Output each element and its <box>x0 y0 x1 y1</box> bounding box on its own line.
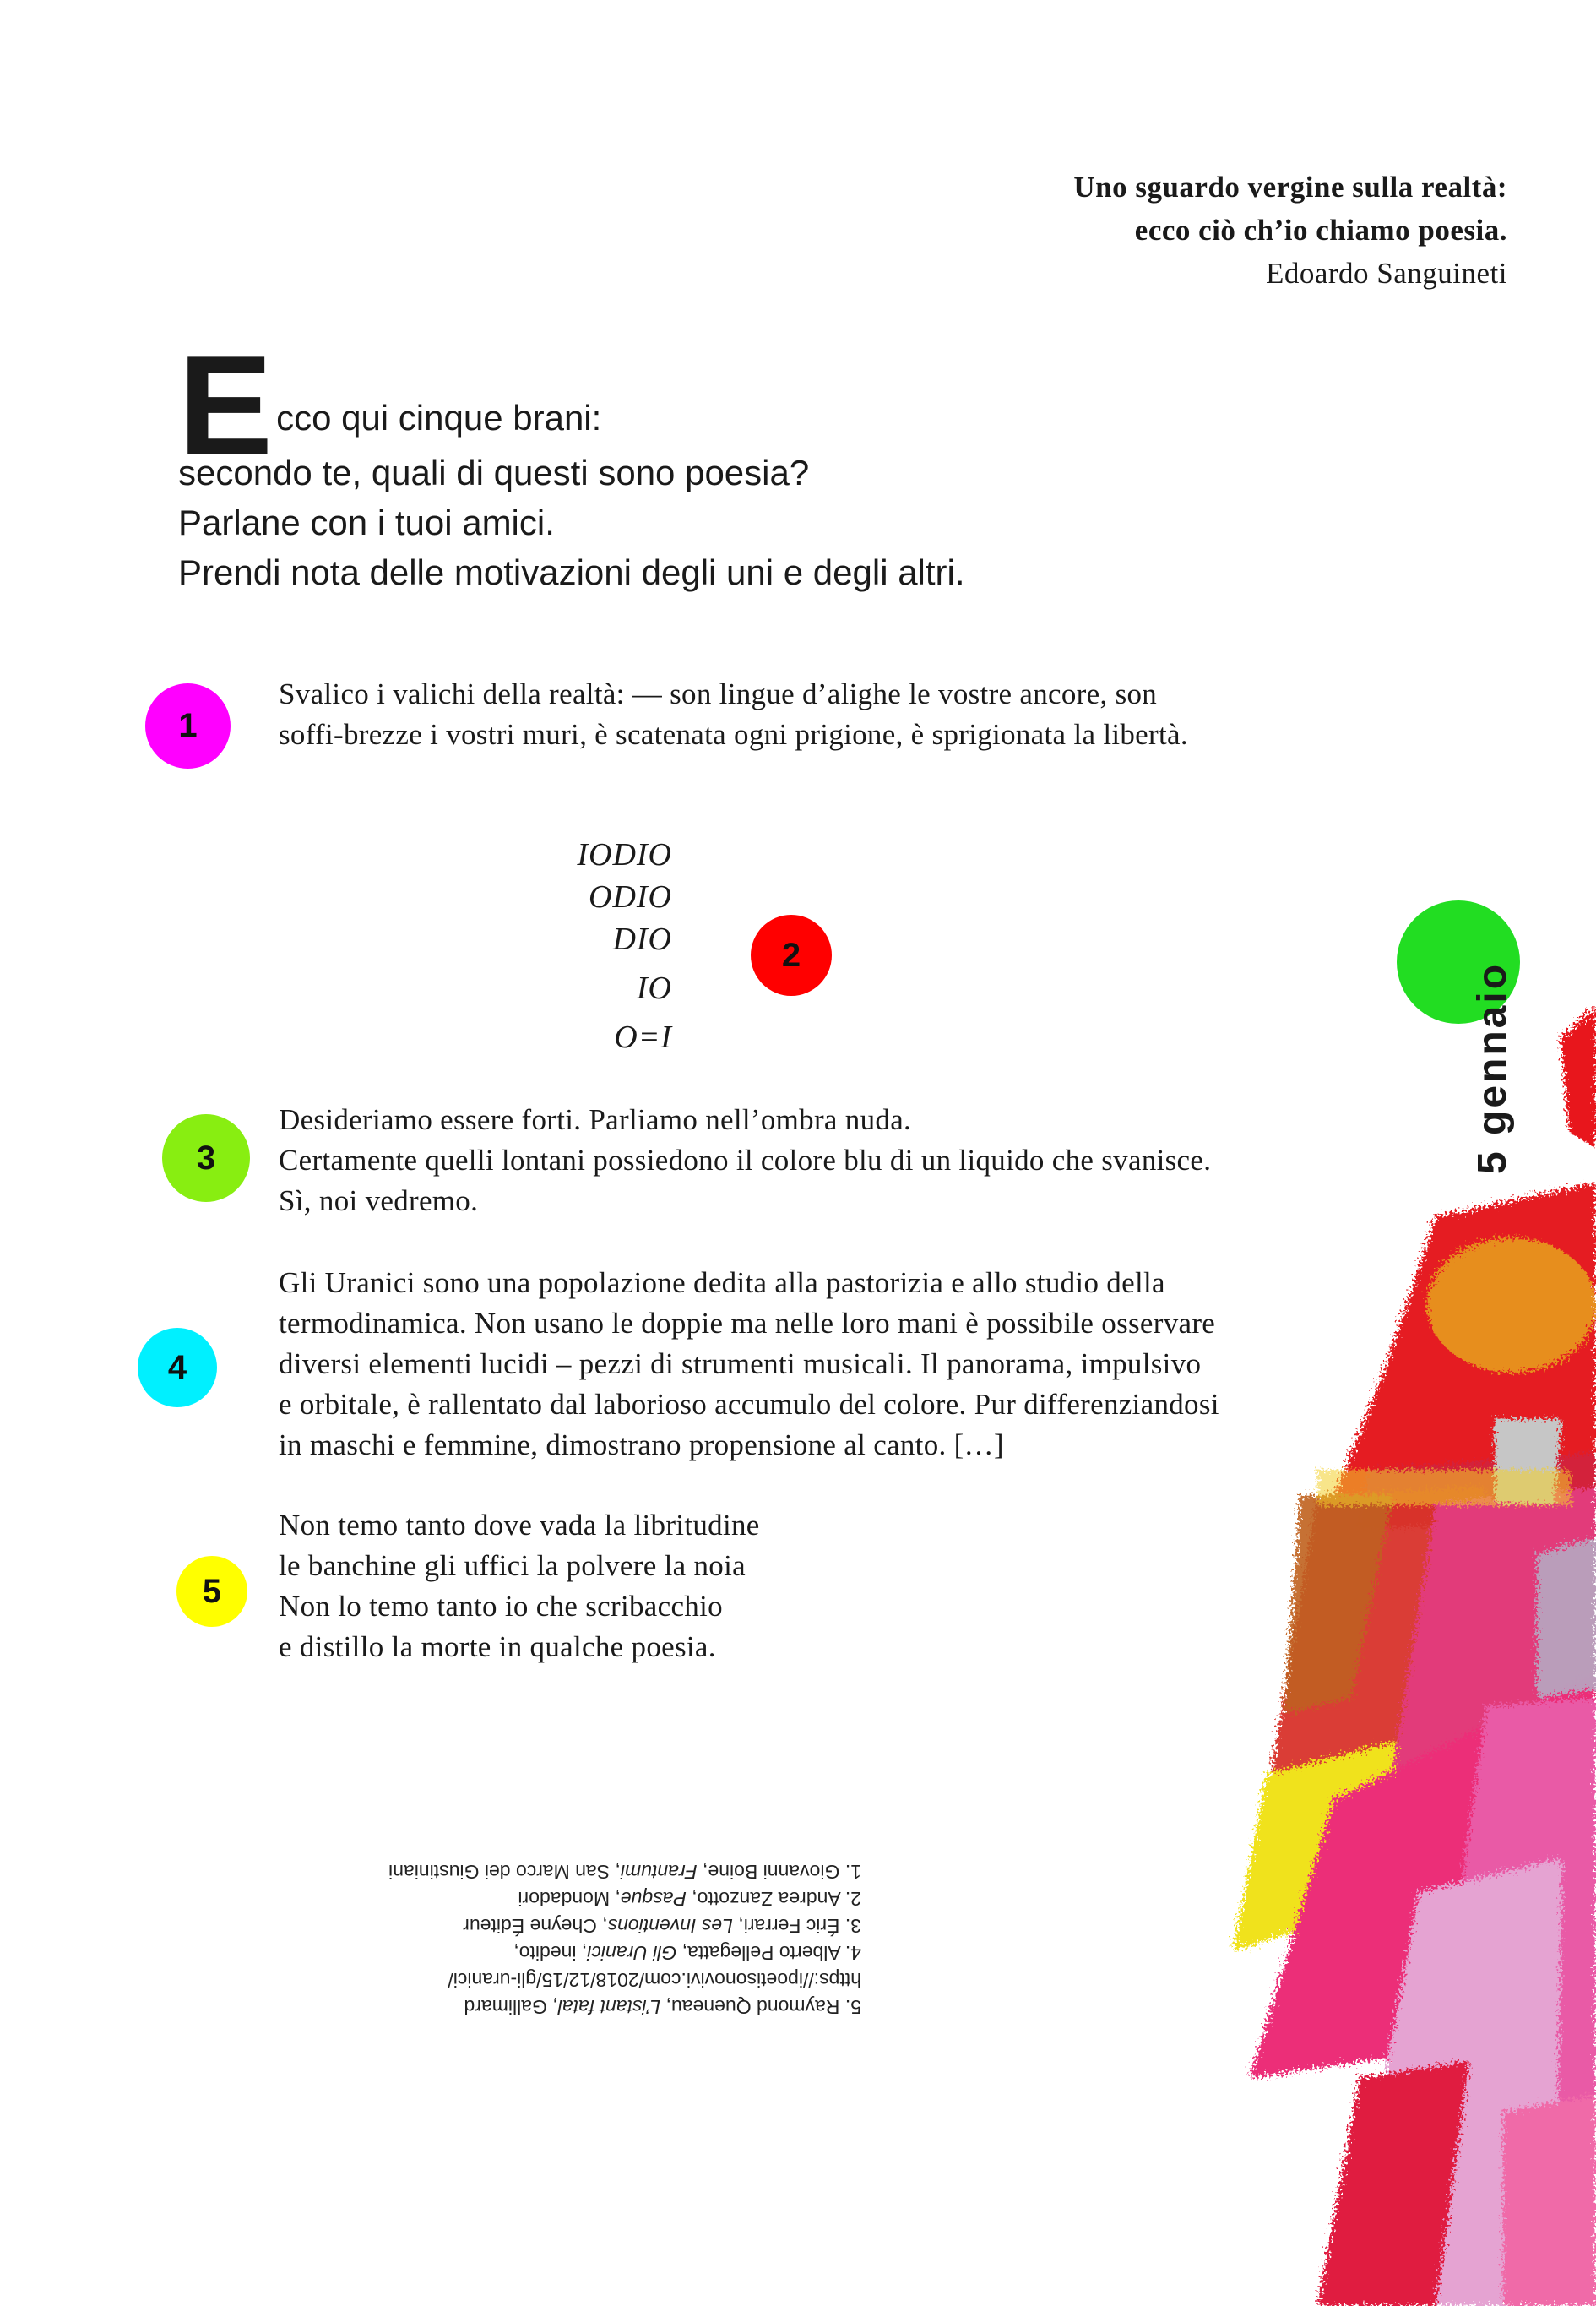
source-4: 4. Alberto Pellegatta, Gli Uranici, inedito, <box>513 1942 861 1964</box>
excerpt-5-number-badge: 5 <box>176 1556 247 1627</box>
intro-line-3: Parlane con i tuoi amici. <box>178 503 555 542</box>
excerpt-5-line-3: Non lo temo tanto io che scribacchio <box>279 1590 723 1623</box>
excerpt-2-line-5: O=I <box>614 1020 672 1055</box>
excerpt-3-line-1: Desideriamo essere forti. Parliamo nell’ombra nuda. <box>279 1103 912 1136</box>
source-5: 5. Raymond Queneau, L’istant fatal, Gallimard <box>464 1996 861 2018</box>
excerpt-4-line-4: e orbitale, è rallentato dal laborioso accumulo del colore. Pur differenziandosi <box>279 1388 1219 1421</box>
epigraph-line-1: Uno sguardo vergine sulla realtà: <box>1073 171 1507 204</box>
epigraph-author: Edoardo Sanguineti <box>1265 257 1507 290</box>
source-2: 2. Andrea Zanzotto, Pasque, Mondadori <box>518 1888 861 1910</box>
excerpt-4-text <box>279 1263 1219 1466</box>
excerpt-5-text <box>279 1505 760 1667</box>
excerpt-1-text <box>279 674 1188 755</box>
excerpt-1-number-badge: 1 <box>145 683 231 769</box>
excerpt-4-number-badge: 4 <box>138 1328 217 1407</box>
intro-line-4: Prendi nota delle motivazioni degli uni e degli altri. <box>178 552 965 592</box>
intro-line-1: cco qui cinque brani: <box>276 398 602 438</box>
drop-cap: E <box>178 326 274 485</box>
source-3: 3. Éric Ferrari, Les Inventions, Cheyne Éditeur <box>463 1915 861 1937</box>
source-1: 1. Giovanni Boine, Frantumi, San Marco dei Giustiniani <box>388 1861 861 1883</box>
date-label: 5 gennaio <box>1470 961 1515 1174</box>
excerpt-3-text <box>279 1100 1211 1221</box>
intro-text <box>178 326 965 597</box>
excerpt-1-line-1: Svalico i valichi della realtà: — son lingue d’alighe le vostre ancore, son <box>279 677 1158 710</box>
excerpt-4-line-1: Gli Uranici sono una popolazione dedita alla pastorizia e allo studio della <box>279 1266 1165 1299</box>
excerpt-2-line-1: IODIO <box>577 837 672 873</box>
epigraph <box>1073 166 1507 295</box>
sources-list <box>279 1858 861 2020</box>
excerpt-3-number-badge: 3 <box>162 1114 250 1202</box>
excerpt-2-number-badge: 2 <box>751 915 832 996</box>
excerpt-3-line-2: Certamente quelli lontani possiedono il colore blu di un liquido che svanisce. <box>279 1144 1212 1177</box>
excerpt-1-line-2: soffi-brezze i vostri muri, è scatenata ogni prigione, è sprigionata la libertà. <box>279 718 1188 751</box>
excerpt-4-line-2: termodinamica. Non usano le doppie ma nelle loro mani è possibile osservare <box>279 1307 1216 1340</box>
source-4-url: https://ipoetisonovivi.com/2018/12/15/gli-uranici/ <box>448 1969 861 1991</box>
excerpt-4-line-5: in maschi e femmine, dimostrano propensione al canto. […] <box>279 1428 1004 1461</box>
excerpt-3-line-3: Sì, noi vedremo. <box>279 1184 479 1217</box>
excerpt-2-line-2: ODIO <box>589 879 672 915</box>
intro-line-2: secondo te, quali di questi sono poesia? <box>178 453 810 492</box>
excerpt-2-line-3: DIO <box>612 922 672 957</box>
excerpt-4-line-3: diversi elementi lucidi – pezzi di strumenti musicali. Il panorama, impulsivo <box>279 1347 1202 1380</box>
excerpt-5-line-4: e distillo la morte in qualche poesia. <box>279 1630 716 1663</box>
excerpt-2-text <box>577 834 672 1058</box>
excerpt-2-line-4: IO <box>636 971 672 1006</box>
excerpt-5-line-2: le banchine gli uffici la polvere la noia <box>279 1549 746 1582</box>
epigraph-line-2: ecco ciò ch’io chiamo poesia. <box>1134 214 1507 247</box>
excerpt-5-line-1: Non temo tanto dove vada la libritudine <box>279 1509 760 1542</box>
